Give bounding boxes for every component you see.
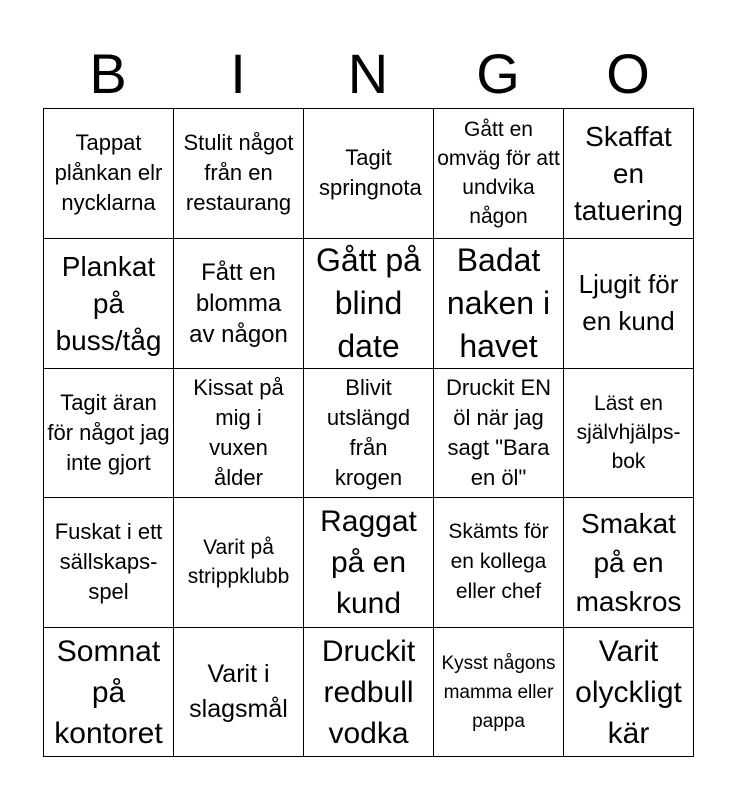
bingo-cell[interactable] (434, 627, 564, 757)
cell-text: Ljugit för en kund (578, 269, 679, 337)
bingo-cell[interactable] (434, 238, 564, 368)
cell-text: Stulit något från en restaurang (183, 130, 294, 216)
bingo-cell[interactable] (434, 368, 564, 498)
cell-text: Tagit springnota (319, 145, 422, 201)
bingo-header (43, 40, 693, 108)
header-letter-b: B (89, 42, 127, 105)
bingo-cell[interactable] (174, 238, 304, 368)
bingo-card (43, 108, 694, 757)
cell-text: Druckit redbull vodka (321, 634, 416, 750)
header-letter-o: O (606, 42, 650, 105)
bingo-cell[interactable] (304, 368, 434, 498)
cell-text: Gått en omväg för att undvika någon (437, 118, 560, 229)
cell-text: Smakat på en maskros (575, 507, 682, 617)
cell-text: Blivit utslängd från krogen (326, 374, 411, 490)
cell-text: Kysst någons mamma eller pappa (441, 652, 556, 732)
cell-text: Badat naken i havet (446, 241, 551, 364)
cell-text: Skämts för en kollega eller chef (448, 520, 549, 604)
bingo-cell[interactable] (44, 498, 174, 628)
cell-text: Fått en blomma av någon (189, 258, 288, 348)
bingo-cell[interactable] (564, 498, 694, 628)
cell-text: Tappat plånkan elr nycklarna (54, 130, 163, 216)
bingo-cell[interactable] (304, 627, 434, 757)
cell-text: Somnat på kontoret (54, 634, 163, 750)
bingo-cell[interactable] (304, 498, 434, 628)
bingo-cell[interactable] (174, 627, 304, 757)
cell-text: Fuskat i ett sällskaps-spel (54, 519, 163, 605)
bingo-cell[interactable] (44, 109, 174, 239)
bingo-row (44, 627, 694, 757)
cell-text: Tagit äran för något jag inte gjort (47, 389, 170, 475)
bingo-row (44, 498, 694, 628)
header-letter-n: N (347, 42, 389, 105)
cell-text: Kissat på mig i vuxen ålder (193, 374, 284, 490)
cell-text: Varit på strippklubb (187, 536, 290, 589)
bingo-cell[interactable] (44, 238, 174, 368)
cell-text: Skaffat en tatuering (574, 120, 683, 226)
bingo-cell[interactable] (304, 238, 434, 368)
bingo-row (44, 109, 694, 239)
bingo-row (44, 238, 694, 368)
bingo-cell[interactable] (434, 109, 564, 239)
cell-text: Varit olyckligt kär (575, 634, 682, 750)
cell-text: Varit i slagsmål (189, 660, 288, 724)
bingo-cell[interactable] (44, 368, 174, 498)
bingo-cell[interactable] (174, 498, 304, 628)
bingo-cell[interactable] (564, 238, 694, 368)
header-letter-i: I (230, 42, 246, 105)
bingo-cell[interactable] (174, 109, 304, 239)
cell-text: Plankat på buss/tåg (55, 250, 162, 356)
bingo-row (44, 368, 694, 498)
bingo-cell[interactable] (174, 368, 304, 498)
bingo-cell[interactable] (304, 109, 434, 239)
bingo-cell[interactable] (44, 627, 174, 757)
cell-text: Druckit EN öl när jag sagt "Bara en öl" (445, 374, 552, 490)
bingo-cell[interactable] (564, 627, 694, 757)
bingo-cell[interactable] (564, 109, 694, 239)
cell-text: Raggat på en kund (320, 504, 417, 620)
header-letter-g: G (476, 42, 520, 105)
cell-text: Gått på blind date (316, 241, 421, 364)
cell-text: Läst en självhjälps-bok (576, 392, 681, 474)
bingo-cell[interactable] (564, 368, 694, 498)
bingo-cell[interactable] (434, 498, 564, 628)
